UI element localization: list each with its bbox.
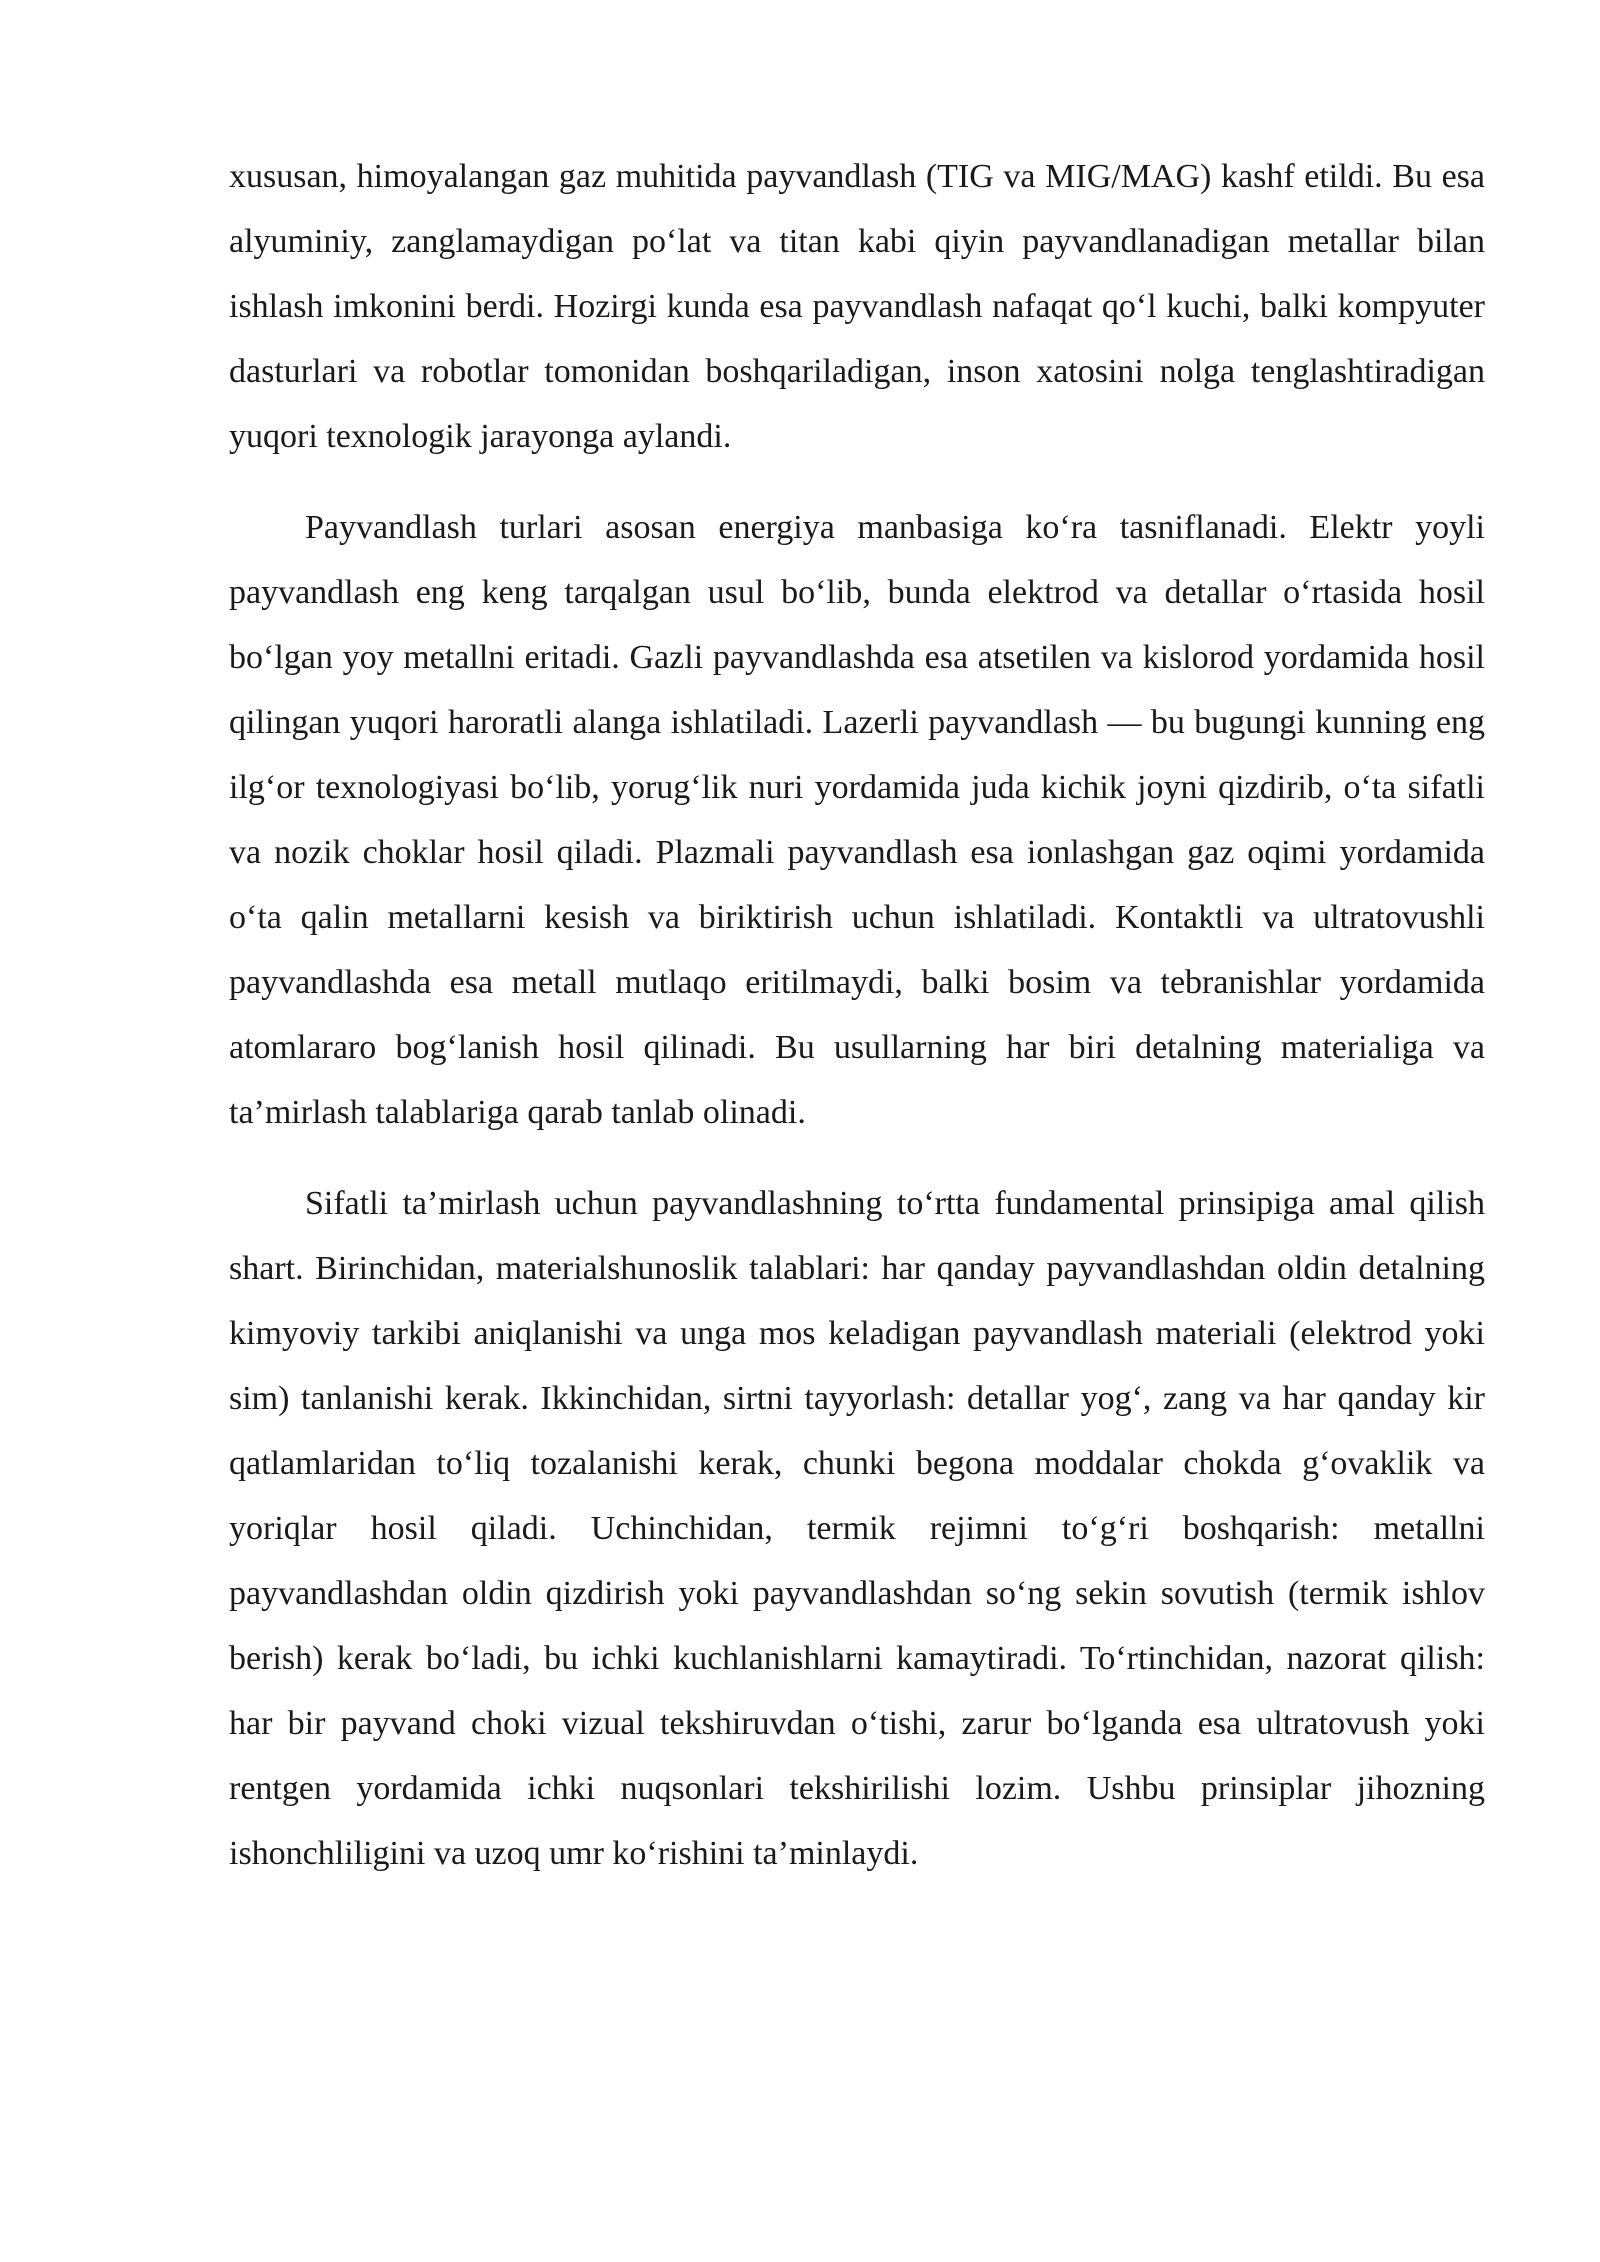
document-body	[229, 144, 1485, 1912]
paragraph-history-continuation: xususan, himoyalangan gaz muhitida payvandlash (TIG va MIG/MAG) kashf etildi. Bu esa alyuminiy, zanglamaydigan po‘lat va titan kabi qiyin payvandlanadigan metallar bilan ishlash imkonini berdi. Hozirgi kunda esa payvandlash nafaqat qo‘l kuchi, balki kompyuter dasturlari va robotlar tomonidan boshqariladigan, inson xatosini nolga tenglashtiradigan yuqori texnologik jarayonga aylandi.	[229, 158, 1485, 455]
paragraph-welding-types: Payvandlash turlari asosan energiya manbasiga ko‘ra tasniflanadi. Elektr yoyli payvandlash eng keng tarqalgan usul bo‘lib, bunda elektrod va detallar o‘rtasida hosil bo‘lgan yoy metallni eritadi. Gazli payvandlashda esa atsetilen va kislorod yordamida hosil qilingan yuqori haroratli alanga ishlatiladi. Lazerli payvandlash — bu bugungi kunning eng ilg‘or texnologiyasi bo‘lib, yorug‘lik nuri yordamida juda kichik joyni qizdirib, o‘ta sifatli va nozik choklar hosil qiladi. Plazmali payvandlash esa ionlashgan gaz oqimi yordamida o‘ta qalin metallarni kesish va biriktirish uchun ishlatiladi. Kontaktli va ultratovushli payvandlashda esa metall mutlaqo eritilmaydi, balki bosim va tebranishlar yordamida atomlararo bog‘lanish hosil qilinadi. Bu usullarning har biri detalning materialiga va ta’mirlash talablariga qarab tanlab olinadi.	[229, 509, 1485, 1131]
paragraph-welding-principles: Sifatli ta’mirlash uchun payvandlashning to‘rtta fundamental prinsipiga amal qilish shart. Birinchidan, materialshunoslik talablari: har qanday payvandlashdan oldin detalning kimyoviy tarkibi aniqlanishi va unga mos keladigan payvandlash materiali (elektrod yoki sim) tanlanishi kerak. Ikkinchidan, sirtni tayyorlash: detallar yog‘, zang va har qanday kir qatlamlaridan to‘liq tozalanishi kerak, chunki begona moddalar chokda g‘ovaklik va yoriqlar hosil qiladi. Uchinchidan, termik rejimni to‘g‘ri boshqarish: metallni payvandlashdan oldin qizdirish yoki payvandlashdan so‘ng sekin sovutish (termik ishlov berish) kerak bo‘ladi, bu ichki kuchlanishlarni kamaytiradi. To‘rtinchidan, nazorat qilish: har bir payvand choki vizual tekshiruvdan o‘tishi, zarur bo‘lganda esa ultratovush yoki rentgen yordamida ichki nuqsonlari tekshirilishi lozim. Ushbu prinsiplar jihozning ishonchliligini va uzoq umr ko‘rishini ta’minlaydi.	[229, 1185, 1485, 1872]
